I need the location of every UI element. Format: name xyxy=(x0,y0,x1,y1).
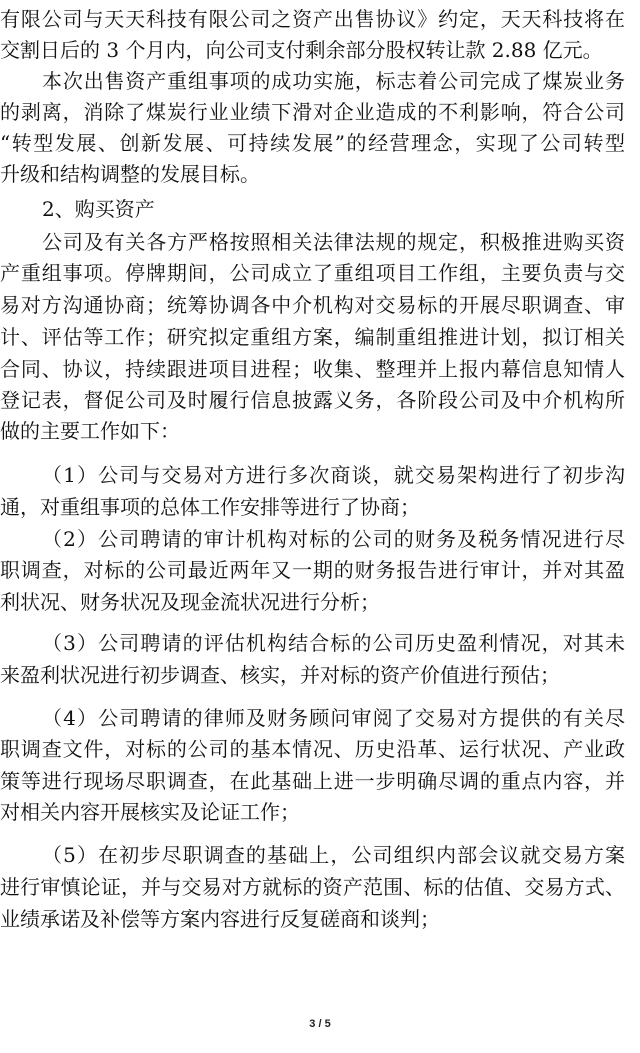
paragraph-8-line-4: 对相关内容开展核实及论证工作； xyxy=(0,800,300,824)
paragraph-1-line-2: 交割日后的 3 个月内，向公司支付剩余部分股权转让款 2.88 亿元。 xyxy=(0,38,603,62)
paragraph-4-line-4: 计、评估等工作；研究拟定重组方案，编制重组推进计划，拟订相关 xyxy=(0,325,625,349)
paragraph-8-line-2: 职调查文件，对标的公司的基本情况、历史沿革、运行状况、产业政 xyxy=(0,737,625,761)
paragraph-3-line-1: 2、购买资产 xyxy=(42,197,155,221)
paragraph-4-line-2: 产重组事项。停牌期间，公司成立了重组项目工作组，主要负责与交 xyxy=(0,261,625,285)
paragraph-8-line-3: 策等进行现场尽职调查，在此基础上进一步明确尽调的重点内容，并 xyxy=(0,769,625,793)
paragraph-2-line-1: 本次出售资产重组事项的成功实施，标志着公司完成了煤炭业务 xyxy=(42,69,625,93)
paragraph-2-line-2: 的剥离，消除了煤炭行业业绩下滑对企业造成的不利影响，符合公司 xyxy=(0,100,625,124)
paragraph-5-line-2: 通，对重组事项的总体工作安排等进行了协商； xyxy=(0,495,420,519)
paragraph-4-line-7: 做的主要工作如下： xyxy=(0,419,180,443)
paragraph-4-line-3: 易对方沟通协商；统筹协调各中介机构对交易标的开展尽职调查、审 xyxy=(0,293,625,317)
paragraph-1-line-1: 有限公司与天天科技有限公司之资产出售协议》约定，天天科技将在 xyxy=(0,7,625,31)
paragraph-9-line-1: （5）在初步尽职调查的基础上，公司组织内部会议就交易方案 xyxy=(42,843,625,867)
paragraph-9-line-2: 进行审慎论证，并与交易对方就标的资产范围、标的估值、交易方式、 xyxy=(0,875,625,899)
paragraph-4-line-6: 登记表，督促公司及时履行信息披露义务，各阶段公司及中介机构所 xyxy=(0,388,625,412)
paragraph-7-line-2: 来盈利状况进行初步调查、核实，并对标的资产价值进行预估； xyxy=(0,663,560,687)
page-number: 3 / 5 xyxy=(309,1018,331,1030)
paragraph-2-line-3: “转型发展、创新发展、可持续发展”的经营理念，实现了公司转型 xyxy=(0,131,625,155)
paragraph-5-line-1: （1）公司与交易对方进行多次商谈，就交易架构进行了初步沟 xyxy=(42,463,625,487)
paragraph-7-line-1: （3）公司聘请的评估机构结合标的公司历史盈利情况，对其未 xyxy=(42,631,625,655)
paragraph-6-line-1: （2）公司聘请的审计机构对标的公司的财务及税务情况进行尽 xyxy=(42,527,625,551)
paragraph-4-line-1: 公司及有关各方严格按照相关法律法规的规定，积极推进购买资 xyxy=(42,230,625,254)
paragraph-4-line-5: 合同、协议，持续跟进项目进程；收集、整理并上报内幕信息知情人 xyxy=(0,357,625,381)
paragraph-2-line-4: 升级和结构调整的发展目标。 xyxy=(0,162,260,186)
paragraph-6-line-2: 职调查，对标的公司最近两年又一期的财务报告进行审计，并对其盈 xyxy=(0,558,625,582)
paragraph-9-line-3: 业绩承诺及补偿等方案内容进行反复磋商和谈判； xyxy=(0,907,440,931)
paragraph-8-line-1: （4）公司聘请的律师及财务顾问审阅了交易对方提供的有关尽 xyxy=(42,706,625,730)
paragraph-6-line-3: 利状况、财务状况及现金流状况进行分析； xyxy=(0,590,380,614)
